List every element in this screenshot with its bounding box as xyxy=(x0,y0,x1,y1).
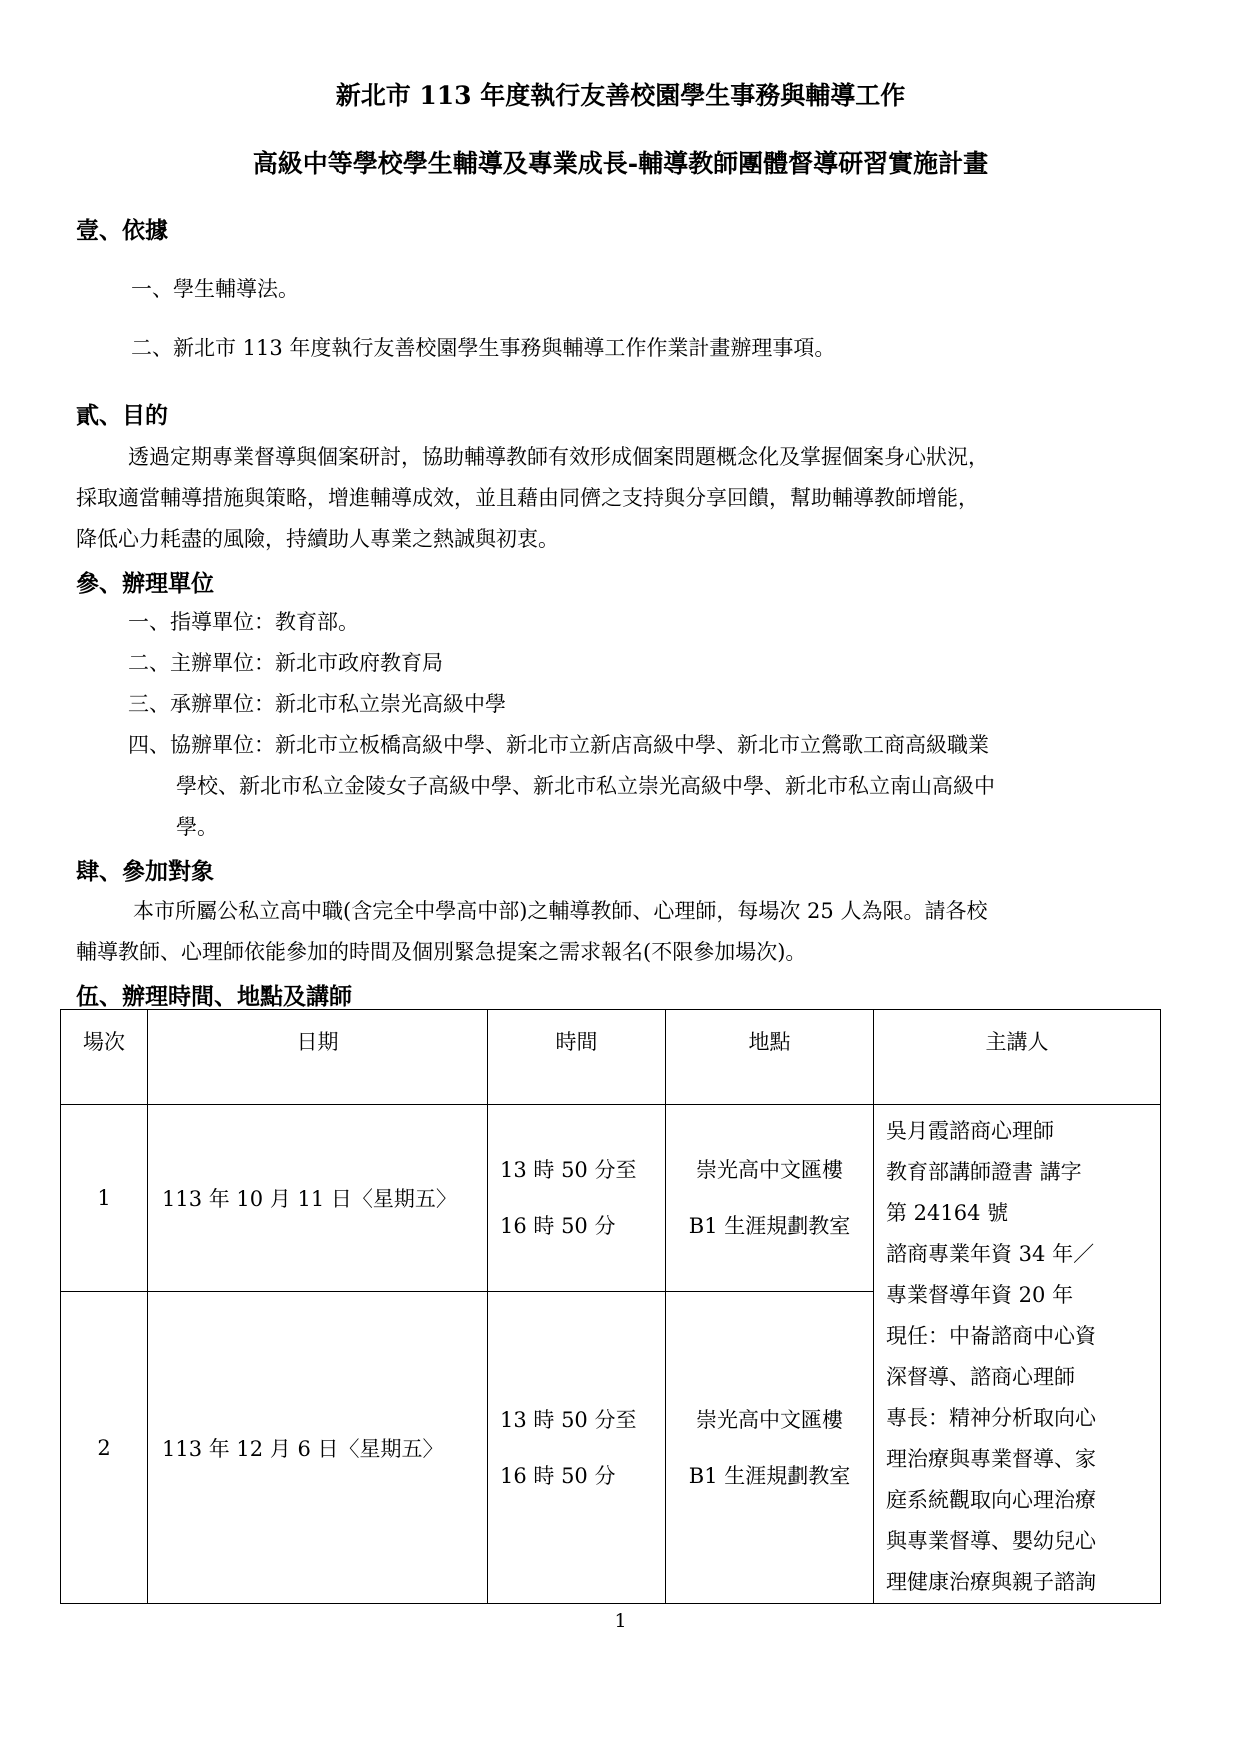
document-title-line2: 高級中等學校學生輔導及專業成長-輔導教師團體督導研習實施計畫 xyxy=(252,149,989,178)
speaker-cell xyxy=(874,1105,1161,1604)
header-location: 地點 xyxy=(666,1010,874,1105)
section4-heading: 肆、參加對象 xyxy=(76,858,214,885)
location-room: B1 生涯規劃教室 xyxy=(688,1214,851,1239)
speaker-line: 第 24164 號 xyxy=(886,1201,1009,1225)
section2-paragraph-line3: 降低心力耗盡的風險，持續助人專業之熱誠與初衷。 xyxy=(76,527,559,551)
page-number: 1 xyxy=(614,1610,627,1632)
location-building: 崇光高中文匯樓 xyxy=(696,1158,843,1183)
speaker-line: 現任：中崙諮商中心資 xyxy=(886,1324,1096,1348)
date-cell: 113 年 12 月 6 日〈星期五〉 xyxy=(148,1292,488,1604)
section3-item-3: 三、承辦單位：新北市私立崇光高級中學 xyxy=(128,692,506,716)
session-number-cell: 2 xyxy=(61,1292,148,1604)
time-start: 13 時 50 分至 xyxy=(500,1158,637,1183)
section3-item-2: 二、主辦單位：新北市政府教育局 xyxy=(128,651,443,675)
speaker-line: 與專業督導、嬰幼兒心 xyxy=(886,1529,1096,1553)
document-title-line1: 新北市 113 年度執行友善校園學生事務與輔導工作 xyxy=(335,81,906,110)
section3-item-4-line3: 學。 xyxy=(176,815,218,839)
time-start: 13 時 50 分至 xyxy=(500,1407,637,1432)
section5-heading: 伍、辦理時間、地點及講師 xyxy=(76,983,352,1010)
section2-paragraph-line1: 透過定期專業督導與個案研討，協助輔導教師有效形成個案問題概念化及掌握個案身心狀況， xyxy=(128,445,989,469)
section2-heading: 貳、目的 xyxy=(76,402,168,429)
time-end: 16 時 50 分 xyxy=(500,1463,616,1488)
location-cell xyxy=(666,1105,874,1292)
speaker-line: 深督導、諮商心理師 xyxy=(886,1365,1075,1389)
section3-item-4-line2: 學校、新北市私立金陵女子高級中學、新北市私立崇光高級中學、新北市私立南山高級中 xyxy=(176,774,995,798)
header-session: 場次 xyxy=(61,1010,148,1105)
speaker-line: 理治療與專業督導、家 xyxy=(886,1447,1096,1471)
speaker-line: 諮商專業年資 34 年／ xyxy=(886,1242,1095,1266)
section2-paragraph-line2: 採取適當輔導措施與策略，增進輔導成效，並且藉由同儕之支持與分享回饋，幫助輔導教師增能， xyxy=(76,486,979,510)
time-end: 16 時 50 分 xyxy=(500,1214,616,1239)
section3-item-1: 一、指導單位：教育部。 xyxy=(128,610,359,634)
speaker-line: 吳月霞諮商心理師 xyxy=(886,1119,1054,1143)
session-number-cell: 1 xyxy=(61,1105,148,1292)
header-speaker: 主講人 xyxy=(874,1010,1161,1105)
section4-paragraph-line2: 輔導教師、心理師依能參加的時間及個別緊急提案之需求報名(不限參加場次)。 xyxy=(76,940,807,964)
section1-item-1: 一、學生輔導法。 xyxy=(131,277,299,301)
header-time: 時間 xyxy=(488,1010,666,1105)
speaker-line: 專業督導年資 20 年 xyxy=(886,1283,1074,1307)
table-header-row xyxy=(61,1010,1161,1105)
section1-item-2: 二、新北市 113 年度執行友善校園學生事務與輔導工作作業計畫辦理事項。 xyxy=(131,336,836,360)
table-row xyxy=(61,1105,1161,1292)
location-cell xyxy=(666,1292,874,1604)
speaker-line: 教育部講師證書 講字 xyxy=(886,1160,1082,1184)
schedule-table xyxy=(60,1009,1161,1604)
location-room: B1 生涯規劃教室 xyxy=(688,1463,851,1488)
section1-heading: 壹、依據 xyxy=(76,217,168,244)
time-cell xyxy=(488,1105,666,1292)
section3-item-4-line1: 四、協辦單位：新北市立板橋高級中學、新北市立新店高級中學、新北市立鶯歌工商高級職業 xyxy=(128,733,989,757)
section4-paragraph-line1: 本市所屬公私立高中職(含完全中學高中部)之輔導教師、心理師，每場次 25 人為限。請各校 xyxy=(133,899,988,923)
header-date: 日期 xyxy=(148,1010,488,1105)
speaker-line: 專長：精神分析取向心 xyxy=(886,1406,1096,1430)
speaker-line: 理健康治療與親子諮詢 xyxy=(886,1570,1096,1594)
time-cell xyxy=(488,1292,666,1604)
location-building: 崇光高中文匯樓 xyxy=(696,1407,843,1432)
section3-heading: 參、辦理單位 xyxy=(76,570,214,597)
date-cell: 113 年 10 月 11 日〈星期五〉 xyxy=(148,1105,488,1292)
speaker-line: 庭系統觀取向心理治療 xyxy=(886,1488,1096,1512)
